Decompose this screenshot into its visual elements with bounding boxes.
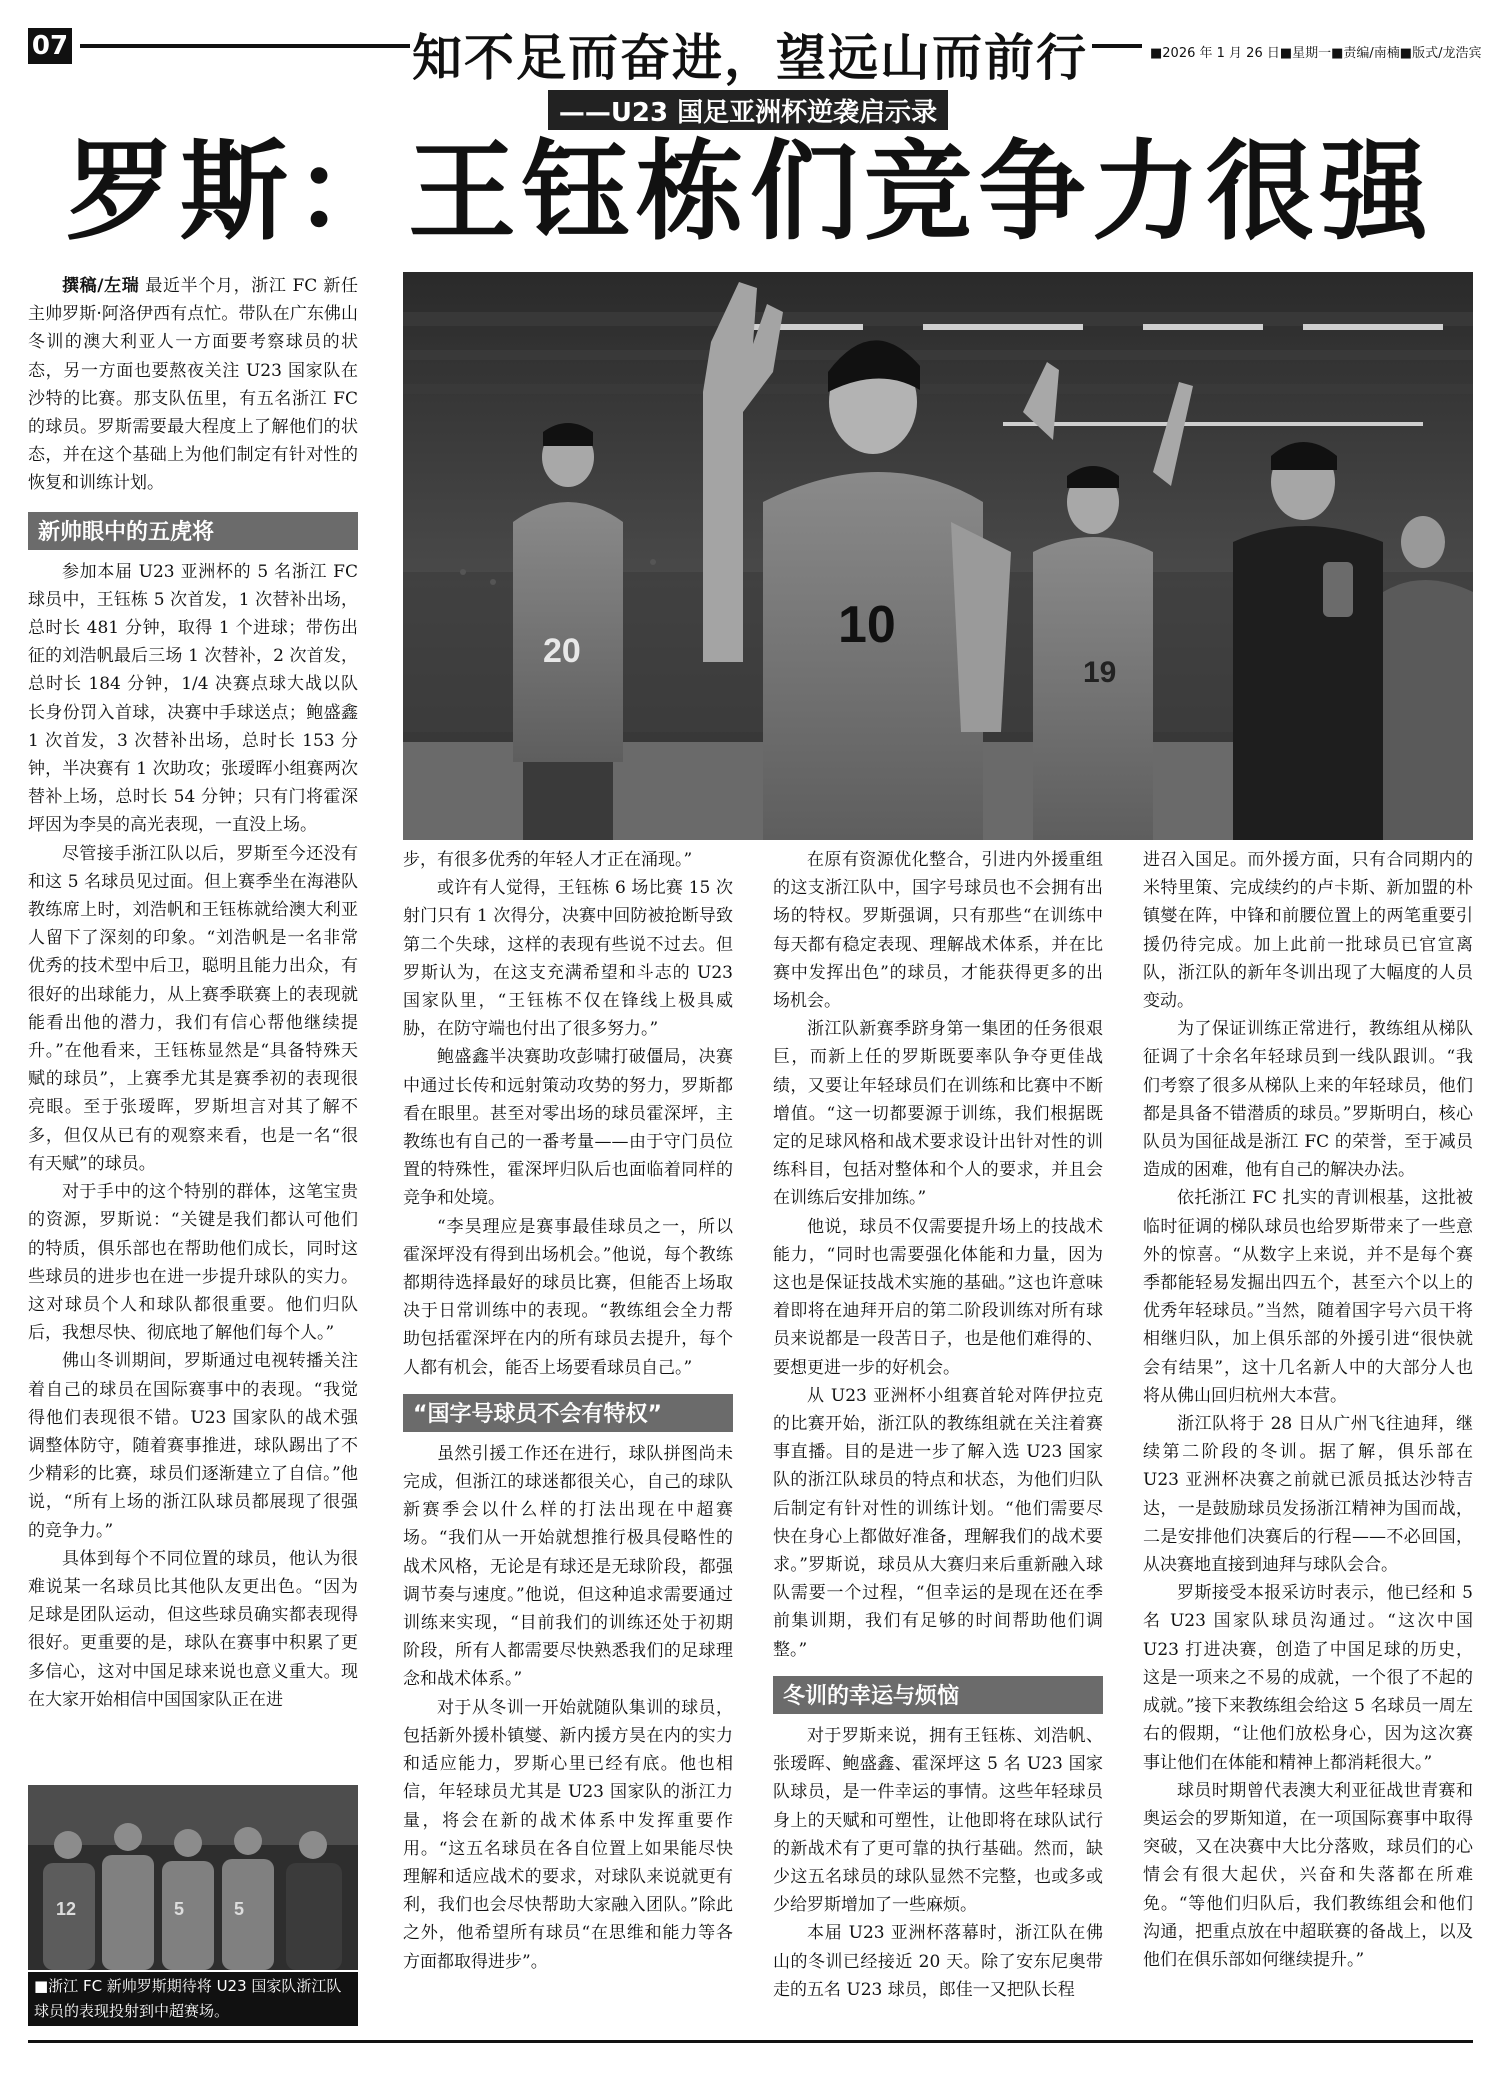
paragraph: 他说，球员不仅需要提升场上的技战术能力，“同时也需要强化体能和力量，因为这也是保证技战术实施的基础。”这也许意味着即将在迪拜开启的第二阶段训练对所有球员来说都是一段苦日子，也是他们难得的、要想更进一步的好机会。 [773, 1216, 1103, 1378]
paragraph: 进召入国足。而外援方面，只有合同期内的米特里策、完成续约的卢卡斯、新加盟的朴镇燮在阵，中锋和前腰位置上的两笔重要引援仍待完成。加上此前一批球员已官宣离队，浙江队的新年冬训出现了大幅度的人员变动。 [1143, 850, 1473, 1012]
paragraph: 尽管接手浙江队以后，罗斯至今还没有和这 5 名球员见过面。但上赛季坐在海港队教练席上时，刘浩帆和王钰栋就给澳大利亚人留下了深刻的印象。“刘浩帆是一名非常优秀的技术型中后卫，聪明且能力出众，有很好的出球能力，从上赛季联赛上的表现就能看出他的潜力，我们有信心帮他继续提升。”在他看来，王钰栋显然是“具备特殊天赋的球员”，上赛季尤其是赛季初的表现很亮眼。至于张瑷晖，罗斯坦言对其了解不多，但仅从已有的观察来看，也是一名“很有天赋”的球员。 [28, 843, 358, 1174]
paragraph: 对于罗斯来说，拥有王钰栋、刘浩帆、张瑷晖、鲍盛鑫、霍深坪这 5 名 U23 国家队球员，是一件幸运的事情。这些年轻球员身上的天赋和可塑性，让他即将在球队试行的新战术有了更可靠的执行基础。然而，缺少这五名球员的球队显然不完整，也或多或少给罗斯增加了一些麻烦。 [773, 1725, 1103, 1916]
article-column-1 [28, 272, 358, 1714]
byline: 撰稿/左瑞 [62, 276, 140, 296]
article-column-3 [773, 846, 1103, 2004]
paragraph: 依托浙江 FC 扎实的青训根基，这批被临时征调的梯队球员也给罗斯带来了一些意外的惊喜。“从数字上来说，并不是每个赛季都能轻易发掘出四五个，甚至六个以上的优秀年轻球员。”当然，随着国字号六员干将相继归队，加上俱乐部的外援引进“很快就会有结果”，这十几名新人中的大部分人也将从佛山回归杭州大本营。 [1143, 1188, 1473, 1406]
paragraph: “李昊理应是赛事最佳球员之一，所以霍深坪没有得到出场机会。”他说，每个教练都期待选择最好的球员比赛，但能否上场取决于日常训练中的表现。“教练组会全力帮助包括霍深坪在内的所有球员去提升，每个人都有机会，能否上场要看球员自己。” [403, 1216, 733, 1378]
paragraph: 或许有人觉得，王钰栋 6 场比赛 15 次射门只有 1 次得分，决赛中回防被抢断导致第二个失球，这样的表现有些说不过去。但罗斯认为，在这支充满希望和斗志的 U23 国家队里，“王钰栋不仅在锋线上极具威胁，在防守端也付出了很多努力。” [403, 878, 733, 1040]
page-number: 07 [28, 28, 72, 64]
paragraph: 浙江队将于 28 日从广州飞往迪拜，继续第二阶段的冬训。据了解，俱乐部在 U23 亚洲杯决赛之前就已派员抵达沙特吉达，一是鼓励球员发扬浙江精神为国而战，二是安排他们决赛后的行程——不必回国，从决赛地直接到迪拜与球队会合。 [1143, 1414, 1473, 1576]
section-heading-2: “国字号球员不会有特权” [403, 1394, 733, 1432]
lead-paragraph [28, 272, 358, 498]
paragraph: 参加本届 U23 亚洲杯的 5 名浙江 FC 球员中，王钰栋 5 次首发，1 次替补出场，总时长 481 分钟，取得 1 个进球；带伤出征的刘浩帆最后三场 1 次替补，2 次首发，总时长 184 分钟，1/4 决赛点球大战以队长身份罚入首球，决赛中手球送点；鲍盛鑫 1 次首发，3 次替补出场，总时长 153 分钟，半决赛有 1 次助攻；张瑷晖小组赛两次替补上场，总时长 54 分钟；只有门将霍深坪因为李昊的高光表现，一直没上场。 [28, 561, 358, 836]
paragraph: 球员时期曾代表澳大利亚征战世青赛和奥运会的罗斯知道，在一项国际赛事中取得突破，又在决赛中大比分落败，球员们的心情会有很大起伏，兴奋和失落都在所难免。“等他们归队后，我们教练组会和他们沟通，把重点放在中超联赛的备战上，以及他们在俱乐部如何继续提升。” [1143, 1780, 1473, 1970]
paragraph: 罗斯接受本报采访时表示，他已经和 5 名 U23 国家队球员沟通过。“这次中国 U23 打进决赛，创造了中国足球的历史，这是一项来之不易的成就，一个很了不起的成就。”接下来教练组会给这 5 名球员一周左右的假期，“让他们放松身心，因为这次赛事让他们在体能和精神上都消耗很大。” [1143, 1583, 1473, 1773]
team-photo [28, 1785, 358, 1970]
section-heading-1: 新帅眼中的五虎将 [28, 512, 358, 550]
small-photo-number: 12 [56, 1899, 77, 1919]
sub-kicker: ——U23 国足亚洲杯逆袭启示录 [548, 90, 948, 130]
paragraph: 从 U23 亚洲杯小组赛首轮对阵伊拉克的比赛开始，浙江队的教练组就在关注着赛事直播。目的是进一步了解入选 U23 国家队的浙江队球员的特点和状态，为他们归队后制定有针对性的训练计划。“他们需要尽快在身心上都做好准备，理解我们的战术要求。”罗斯说，球员从大赛归来后重新融入球队需要一个过程，“但幸运的是现在还在季前集训期，我们有足够的时间帮助他们调整。” [773, 1385, 1103, 1660]
jersey-number-right: 19 [1083, 656, 1117, 689]
dateline: ■2026 年 1 月 26 日■星期一■责编/南楠■版式/龙浩宾 [1150, 46, 1482, 61]
paragraph: 鲍盛鑫半决赛助攻彭啸打破僵局，决赛中通过长传和远射策动攻势的努力，罗斯都看在眼里。甚至对零出场的球员霍深坪，主教练也有自己的一番考量——由于守门员位置的特殊性，霍深坪归队后也面临着同样的竞争和处境。 [403, 1047, 733, 1209]
paragraph: 本届 U23 亚洲杯落幕时，浙江队在佛山的冬训已经接近 20 天。除了安东尼奥带走的五名 U23 球员，郎佳一又把队长程 [773, 1923, 1103, 2000]
section-heading-3: 冬训的幸运与烦恼 [773, 1676, 1103, 1714]
paragraph: 对于从冬训一开始就随队集训的球员，包括新外援朴镇燮、新内援方昊在内的实力和适应能力，罗斯心里已经有底。他也相信，年轻球员尤其是 U23 国家队的浙江力量，将会在新的战术体系中发挥重要作用。“这五名球员在各自位置上如果能尽快理解和适应战术的要求，对球队来说就更有利，我们也会尽快帮助大家融入团队。”除此之外，他希望所有球员“在思维和能力等各方面都取得进步”。 [403, 1697, 733, 1972]
small-photo-number: 5 [234, 1899, 245, 1919]
paragraph: 虽然引援工作还在进行，球队拼图尚未完成，但浙江的球迷都很关心，自己的球队新赛季会以什么样的打法出现在中超赛场。“我们从一开始就想推行极具侵略性的战术风格，无论是有球还是无球阶段，都强调节奏与速度。”他说，但这种追求需要通过训练来实现，“目前我们的训练还处于初期阶段，所有人都需要尽快熟悉我们的足球理念和战术体系。” [403, 1443, 733, 1690]
kicker-headline: 知不足而奋进，望远山而前行 [412, 29, 1088, 87]
main-headline: 罗斯：王钰栋们竞争力很强 [65, 129, 1434, 255]
jersey-number-center: 10 [838, 596, 896, 654]
photo-caption: ■浙江 FC 新帅罗斯期待将 U23 国家队浙江队球员的表现投射到中超赛场。 [28, 1972, 358, 2026]
small-photo-number: 5 [174, 1899, 185, 1919]
team-photo-illustration [28, 1785, 358, 1970]
main-photo-illustration [403, 272, 1473, 840]
main-photo [403, 272, 1473, 840]
bottom-rule [28, 2040, 1473, 2043]
paragraph: 为了保证训练正常进行，教练组从梯队征调了十余名年轻球员到一线队跟训。“我们考察了很多从梯队上来的年轻球员，他们都是具备不错潜质的球员。”罗斯明白，核心队员为国征战是浙江 FC 的荣誉，至于减员造成的困难，他有自己的解决办法。 [1143, 1019, 1473, 1181]
paragraph: 在原有资源优化整合，引进内外援重组的这支浙江队中，国字号球员也不会拥有出场的特权。罗斯强调，只有那些“在训练中每天都有稳定表现、理解战术体系，并在比赛中发挥出色”的球员，才能获得更多的出场机会。 [773, 850, 1103, 1012]
paragraph: 步，有很多优秀的年轻人才正在涌现。” [403, 850, 693, 870]
paragraph: 佛山冬训期间，罗斯通过电视转播关注着自己的球员在国际赛事中的表现。“我觉得他们表现很不错。U23 国家队的战术强调整体防守，随着赛事推进，球队踢出了不少精彩的比赛，球员们逐渐建立了自信。”他说，“所有上场的浙江队球员都展现了很强的竞争力。” [28, 1351, 358, 1541]
top-rule-right [1092, 44, 1142, 48]
top-rule-left [80, 44, 410, 48]
paragraph: 对于手中的这个特别的群体，这笔宝贵的资源，罗斯说：“关键是我们都认可他们的特质，俱乐部也在帮助他们成长，同时这些球员的进步也在进一步提升球队的实力。这对球员个人和球队都很重要。他们归队后，我想尽快、彻底地了解他们每个人。” [28, 1182, 358, 1344]
lead-text: 最近半个月，浙江 FC 新任主帅罗斯·阿洛伊西有点忙。带队在广东佛山冬训的澳大利亚人一方面要考察球员的状态，另一方面也要熬夜关注 U23 国家队在沙特的比赛。那支队伍里，有五名浙江 FC 的球员。罗斯需要最大程度上了解他们的状态，并在这个基础上为他们制定有针对性的恢复和训练计划。 [28, 276, 358, 494]
article-column-4 [1143, 846, 1473, 1974]
jersey-number-left: 20 [543, 632, 581, 670]
paragraph: 具体到每个不同位置的球员，他认为很难说某一名球员比其他队友更出色。“因为足球是团队运动，但这些球员确实都表现得很好。更重要的是，球队在赛事中积累了更多信心，这对中国足球来说也意义重大。现在大家开始相信中国国家队正在进 [28, 1548, 358, 1710]
paragraph: 浙江队新赛季跻身第一集团的任务很艰巨，而新上任的罗斯既要率队争夺更佳战绩，又要让年轻球员们在训练和比赛中不断增值。“这一切都要源于训练，我们根据既定的足球风格和战术要求设计出针对性的训练科目，包括对整体和个人的要求，并且会在训练后安排加练。” [773, 1019, 1103, 1209]
article-column-2 [403, 846, 733, 1976]
